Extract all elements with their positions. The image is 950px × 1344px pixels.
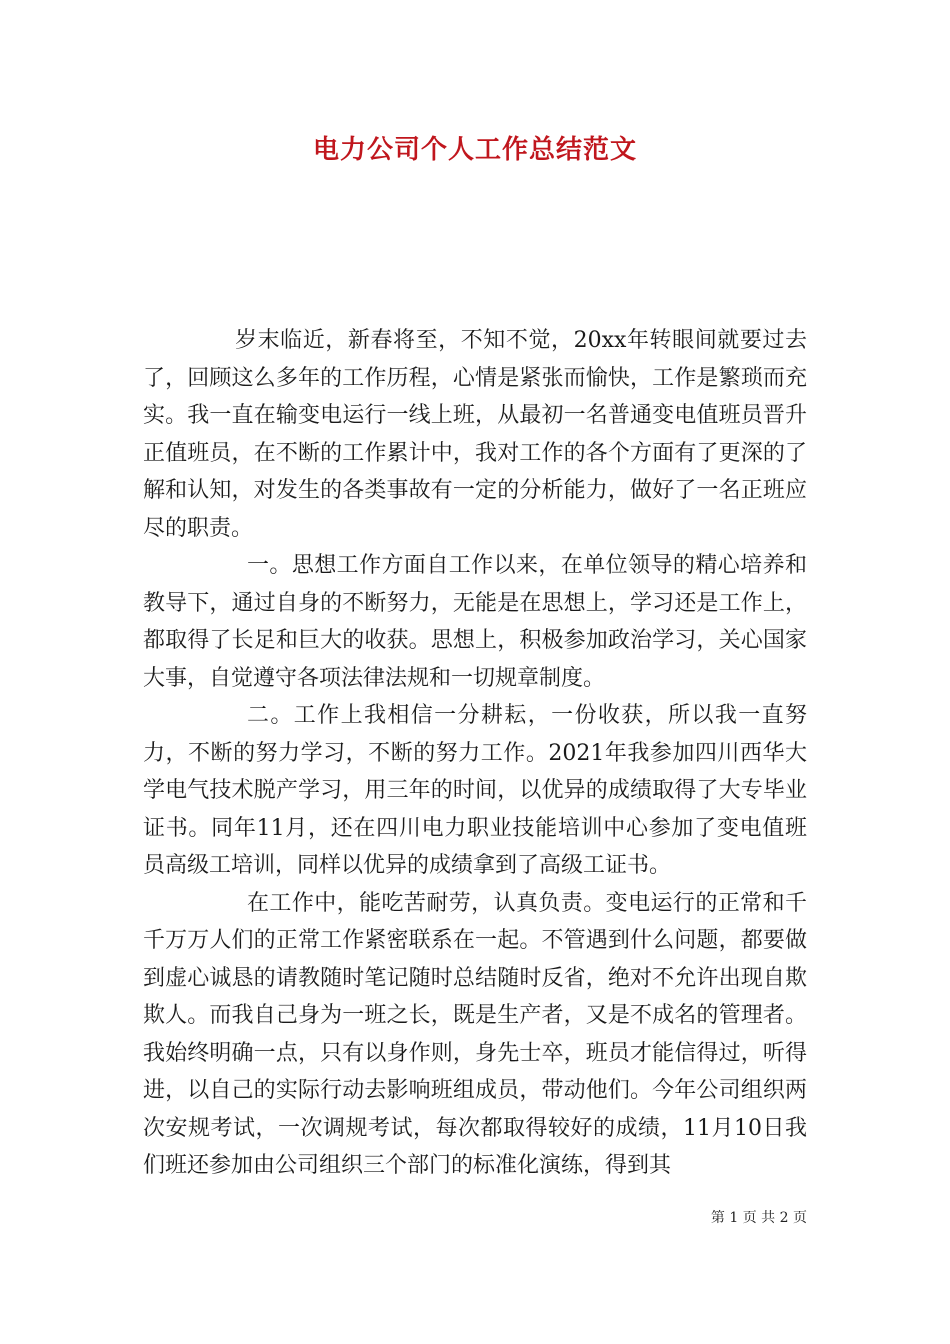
document-title: 电力公司个人工作总结范文 bbox=[312, 135, 637, 165]
paragraph-section-two: 二。工作上我相信一分耕耘，一份收获，所以我一直努力，不断的努力学习，不断的努力工作。2021年我参加四川西华大学电气技术脱产学习，用三年的时间，以优异的成绩取得了大专毕业证书。同年11月，还在四川电力职业技能培训中心参加了变电值班员高级工培训，同样以优异的成绩拿到了高级工证书。 bbox=[143, 703, 807, 878]
document-body bbox=[143, 322, 807, 1185]
paragraph-work-attitude: 在工作中，能吃苦耐劳，认真负责。变电运行的正常和千千万万人们的正常工作紧密联系在一起。不管遇到什么问题，都要做到虚心诚恳的请教随时笔记随时总结随时反省，绝对不允许出现自欺欺人。而我自己身为一班之长，既是生产者，又是不成名的管理者。我始终明确一点，只有以身作则，身先士卒，班员才能信得过，听得进，以自己的实际行动去影响班组成员，带动他们。今年公司组织两次安规考试，一次调规考试，每次都取得较好的成绩，11月10日我们班还参加由公司组织三个部门的标准化演练，得到其 bbox=[143, 890, 807, 1178]
page-number-footer: 第 1 页 共 2 页 bbox=[710, 1210, 807, 1226]
paragraph-section-one: 一。思想工作方面自工作以来，在单位领导的精心培养和教导下，通过自身的不断努力，无能是在思想上，学习还是工作上，都取得了长足和巨大的收获。思想上，积极参加政治学习，关心国家大事，自觉遵守各项法律法规和一切规章制度。 bbox=[143, 553, 807, 691]
paragraph-intro: 岁末临近，新春将至，不知不觉，20xx年转眼间就要过去了，回顾这么多年的工作历程，心情是紧张而愉快，工作是繁琐而充实。我一直在输变电运行一线上班，从最初一名普通变电值班员晋升正值班员，在不断的工作累计中，我对工作的各个方面有了更深的了解和认知，对发生的各类事故有一定的分析能力，做好了一名正班应尽的职责。 bbox=[143, 328, 807, 541]
